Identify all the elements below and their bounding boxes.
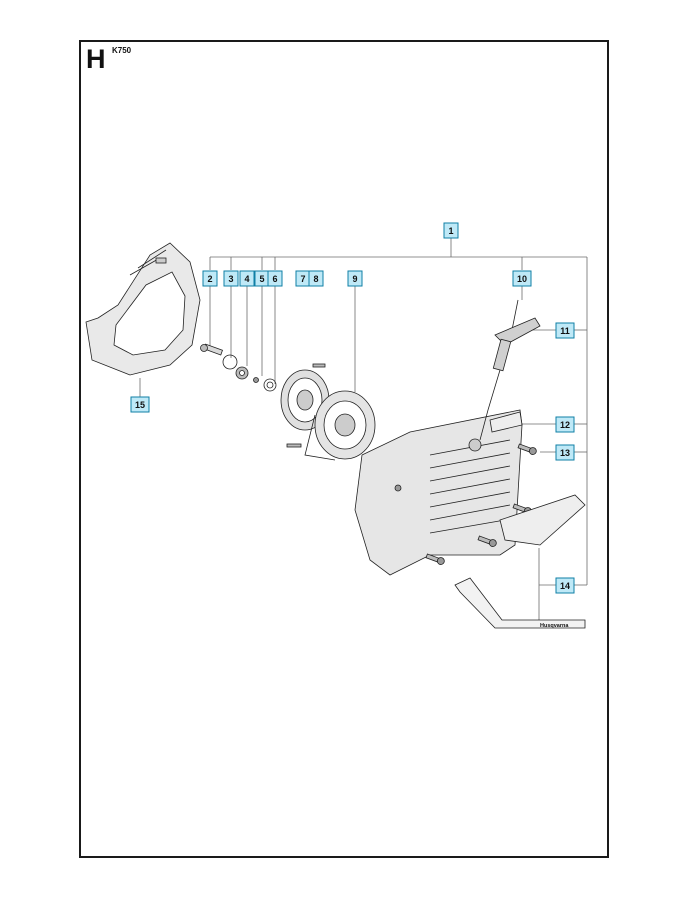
callout-9 [348, 271, 362, 286]
callout-label-15: 15 [134, 400, 146, 410]
callout-label-6: 6 [272, 274, 278, 284]
callout-1 [444, 223, 458, 238]
callout-4 [240, 271, 254, 286]
callout-label-14: 14 [559, 581, 571, 591]
callout-label-11: 11 [560, 326, 570, 336]
callout-label-1: 1 [448, 226, 454, 236]
callout-label-8: 8 [313, 274, 319, 284]
part-1-starter-cover [355, 410, 522, 575]
callout-label-13: 13 [559, 448, 571, 458]
callout-7 [296, 271, 310, 286]
callout-15 [131, 397, 149, 412]
callout-3 [224, 271, 238, 286]
callout-11 [556, 323, 574, 338]
callout-label-4: 4 [244, 274, 250, 284]
callout-6 [268, 271, 282, 286]
callout-10 [513, 271, 531, 286]
part-2-bolt [201, 344, 223, 355]
callout-8 [309, 271, 323, 286]
callout-label-3: 3 [228, 274, 234, 284]
callout-5 [255, 271, 269, 286]
section-letter: H [86, 44, 106, 74]
callout-13 [556, 445, 574, 460]
part-3-washer [223, 355, 237, 369]
part-6-spring [264, 379, 276, 391]
part-11-handle [493, 318, 540, 371]
callout-label-5: 5 [259, 274, 265, 284]
callout-12 [556, 417, 574, 432]
part-15-cover [86, 243, 200, 375]
callout-label-2: 2 [207, 274, 213, 284]
callout-label-7: 7 [300, 274, 306, 284]
part-5-pin [254, 378, 259, 383]
part-4-bushing [236, 367, 248, 379]
callout-label-12: 12 [559, 420, 571, 430]
callout-2 [203, 271, 217, 286]
model-name: K750 [112, 46, 132, 55]
callout-14 [556, 578, 574, 593]
callout-label-9: 9 [352, 274, 358, 284]
callout-label-10: 10 [516, 274, 528, 284]
decal-brand: Husqvarna [540, 623, 569, 629]
